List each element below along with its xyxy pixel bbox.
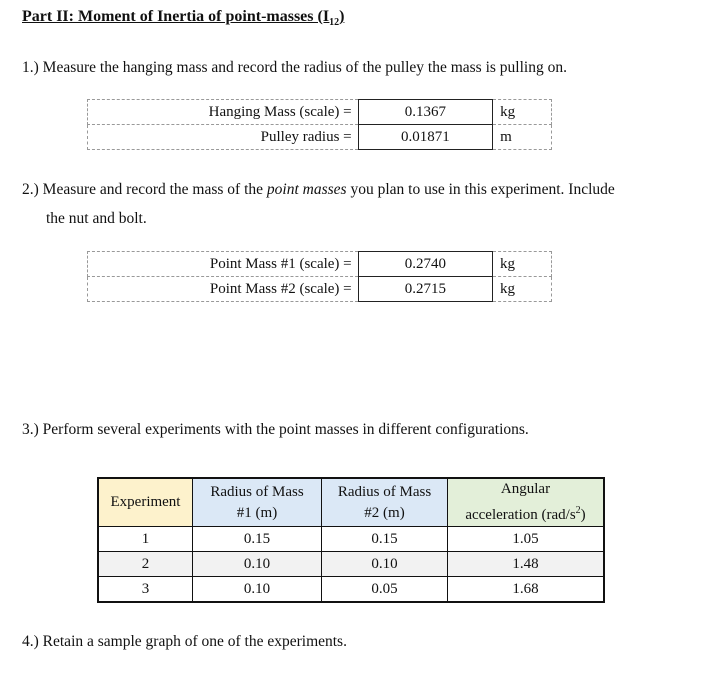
cell-radius-1[interactable]: 0.10 xyxy=(193,552,322,577)
cell-experiment: 1 xyxy=(98,527,193,552)
table-row xyxy=(88,252,552,277)
hanging-mass-label: Hanging Mass (scale) = xyxy=(88,100,359,125)
cell-radius-2[interactable]: 0.05 xyxy=(322,577,448,603)
point-mass-2-label: Point Mass #2 (scale) = xyxy=(88,277,359,302)
point-mass-2-value[interactable]: 0.2715 xyxy=(358,277,492,302)
header-radius-mass-2: Radius of Mass #2 (m) xyxy=(322,478,448,527)
question-2-continued: the nut and bolt. xyxy=(46,210,147,227)
cell-radius-1[interactable]: 0.10 xyxy=(193,577,322,603)
cell-angular-acceleration[interactable]: 1.05 xyxy=(448,527,605,552)
point-mass-2-unit: kg xyxy=(493,277,552,302)
header-angular-acceleration: Angular acceleration $(rad/s^2)$ xyxy=(448,478,605,527)
header-experiment: Experiment xyxy=(98,478,193,527)
pulley-radius-label: Pulley radius = xyxy=(88,125,359,150)
cell-radius-1[interactable]: 0.15 xyxy=(193,527,322,552)
table-row xyxy=(98,527,604,552)
point-mass-1-value[interactable]: 0.2740 xyxy=(358,252,492,277)
pulley-radius-value[interactable]: 0.01871 xyxy=(358,125,492,150)
cell-radius-2[interactable]: 0.15 xyxy=(322,527,448,552)
point-mass-1-label: Point Mass #1 (scale) = xyxy=(88,252,359,277)
question-2: 2.) Measure and record the mass of the point masses you plan to use in this experiment. Include xyxy=(22,181,615,198)
table-row xyxy=(98,577,604,603)
header-radius-mass-1: Radius of Mass #1 (m) xyxy=(193,478,322,527)
table-header-row xyxy=(98,478,604,527)
cell-experiment: 2 xyxy=(98,552,193,577)
question-1: 1.) Measure the hanging mass and record the radius of the pulley the mass is pulling on. xyxy=(22,59,567,76)
cell-experiment: 3 xyxy=(98,577,193,603)
hanging-mass-table xyxy=(87,99,552,150)
experiments-table xyxy=(97,477,605,603)
cell-angular-acceleration[interactable]: 1.48 xyxy=(448,552,605,577)
table-row xyxy=(88,100,552,125)
table-row xyxy=(88,125,552,150)
part-title: Part II: Moment of Inertia of point-masses $(I_{12})$ xyxy=(22,8,345,29)
cell-angular-acceleration[interactable]: 1.68 xyxy=(448,577,605,603)
pulley-radius-unit: m xyxy=(493,125,552,150)
point-mass-table xyxy=(87,251,552,302)
question-3: 3.) Perform several experiments with the point masses in different configurations. xyxy=(22,421,529,438)
table-row xyxy=(98,552,604,577)
hanging-mass-value[interactable]: 0.1367 xyxy=(358,100,492,125)
table-row xyxy=(88,277,552,302)
hanging-mass-unit: kg xyxy=(493,100,552,125)
question-4: 4.) Retain a sample graph of one of the experiments. xyxy=(22,633,347,650)
point-mass-1-unit: kg xyxy=(493,252,552,277)
cell-radius-2[interactable]: 0.10 xyxy=(322,552,448,577)
